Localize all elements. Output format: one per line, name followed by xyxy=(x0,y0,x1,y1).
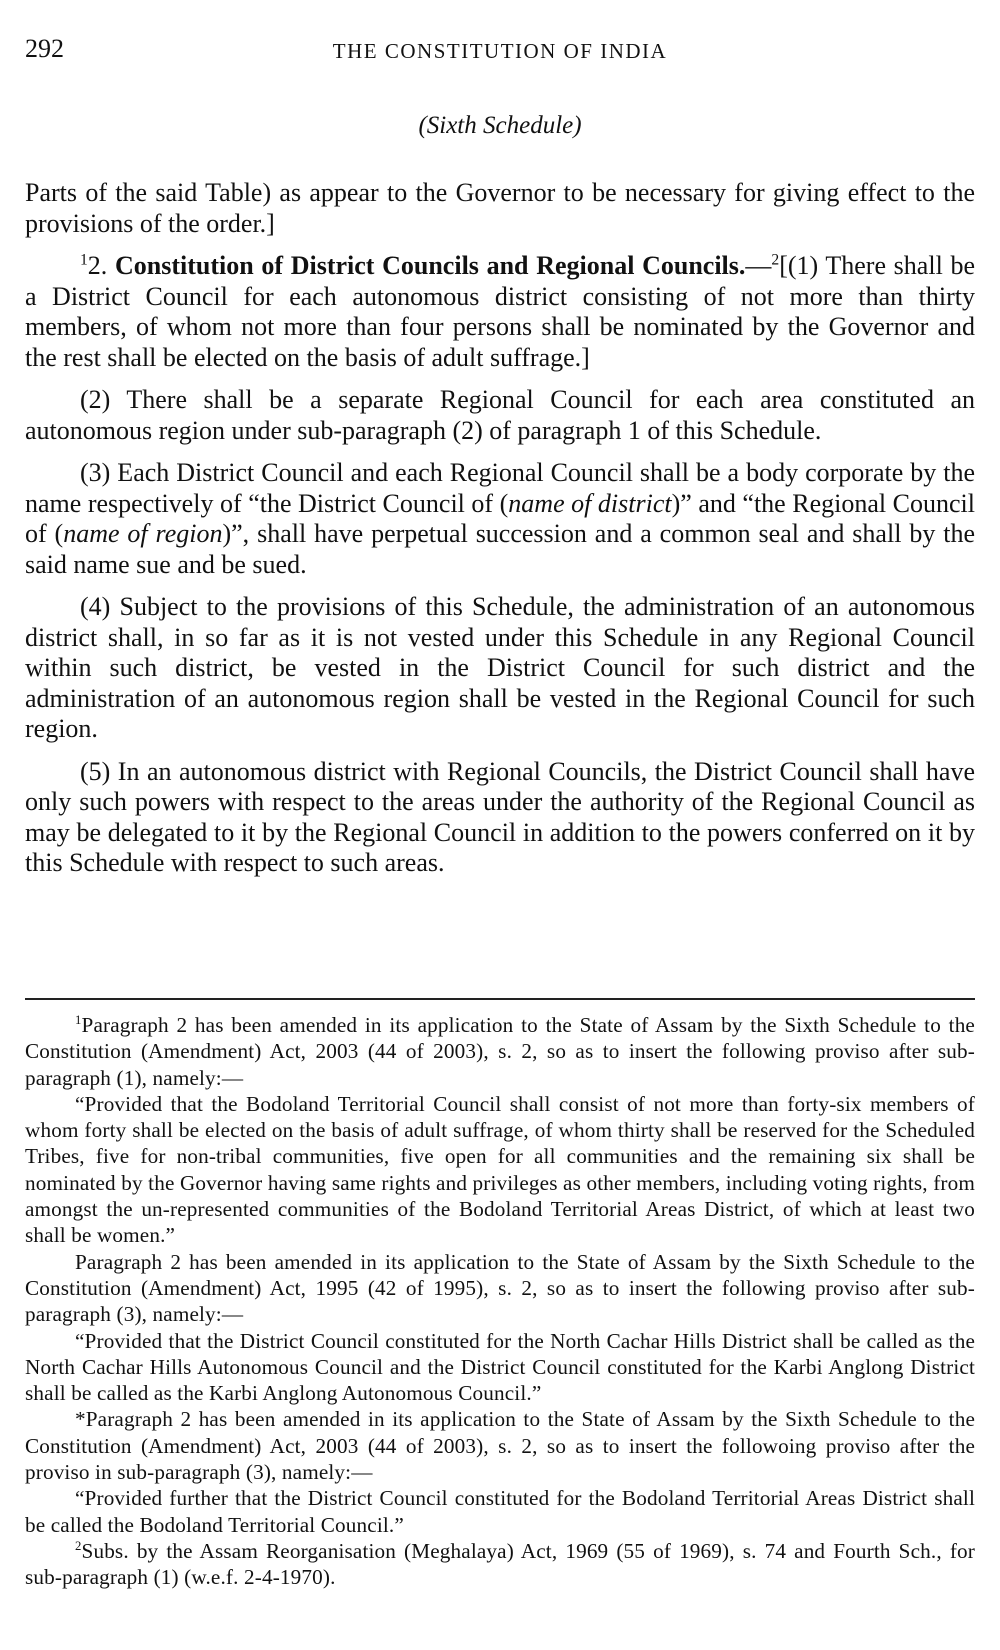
footnote-1-proviso: “Provided that the Bodoland Territorial Council shall consist of not more than forty-six members of whom forty shall be elected on the basis of adult suffrage, of whom thirty shall be reserved for the Scheduled Tribes, five for non-tribal communities, five open for all communities and the remaining six shall be nominated by the Governor having same rights and privileges as other members, including voting rights, from amongst the un-represented communities of the Bodoland Territorial Areas District, of which at least two shall be women.” xyxy=(25,1091,975,1248)
paragraph-2-2: (2) There shall be a separate Regional Council for each area constituted an autonomous region under sub-paragraph (2) of paragraph 1 of this Schedule. xyxy=(25,385,975,445)
footnote-marker: 2 xyxy=(75,1538,82,1553)
footnote-1-proviso-1995: “Provided that the District Council constituted for the North Cachar Hills District shall be called as the North Cachar Hills Autonomous Council and the District Council constituted for the Karbi Anglong District shall be called as the Karbi Anglong Autonomous Council.” xyxy=(25,1328,975,1406)
paragraph-2-4: (4) Subject to the provisions of this Schedule, the administration of an autonomous district shall, in so far as it is not vested under this Schedule in any Regional Council within such district, be vested in the District Council for such district and the administration of an autonomous region shall be vested in the Regional Council for such region. xyxy=(25,592,975,743)
footnote-text: Paragraph 2 has been amended in its application to the State of Assam by the Sixth Schedule to the Constitution (Amendment) Act, 2003 (44 of 2003), s. 2, so as to insert the following proviso after sub-paragraph (1), namely:— xyxy=(25,1013,975,1090)
paragraph-text: [(1) There shall be a District Council for each autonomous district consisting of not more than thirty members, of whom not more than four persons shall be nominated by the Governor and the rest shall be elected on the basis of adult suffrage.] xyxy=(25,251,976,372)
footnote-1-amendment-2003: *Paragraph 2 has been amended in its application to the State of Assam by the Sixth Schedule to the Constitution (Amendment) Act, 2003 (44 of 2003), s. 2, so as to insert the followoing proviso after the proviso in sub-paragraph (3), namely:— xyxy=(25,1407,975,1485)
body-text xyxy=(25,178,975,879)
footnote-2 xyxy=(25,1538,975,1591)
paragraph-2-1 xyxy=(25,251,975,373)
italic-term: name of district xyxy=(508,488,672,518)
running-title: THE CONSTITUTION OF INDIA xyxy=(332,39,668,63)
footnote-divider xyxy=(25,998,975,1000)
footnote-marker: 1 xyxy=(75,1012,82,1027)
paragraph-2-3 xyxy=(25,458,975,580)
footnote-text: Subs. by the Assam Reorganisation (Meghalaya) Act, 1969 (55 of 1969), s. 74 and Fourth Sch., for sub-paragraph (1) (w.e.f. 2-4-1970). xyxy=(25,1538,975,1590)
em-dash: — xyxy=(745,251,772,280)
footnote-ref-1: 1 xyxy=(80,251,88,269)
italic-term: name of region xyxy=(63,519,223,548)
page-number: 292 xyxy=(25,34,64,63)
footnotes xyxy=(25,1012,975,1591)
paragraph-heading: Constitution of District Councils and Regional Councils. xyxy=(114,251,746,280)
paragraph-2-5: (5) In an autonomous district with Regional Councils, the District Council shall have only such powers with respect to the areas under the authority of the Regional Council as may be delegated to it by the Regional Council in addition to the powers conferred on it by this Schedule with respect to such areas. xyxy=(25,756,975,877)
footnote-ref-2: 2 xyxy=(771,251,780,269)
running-header xyxy=(25,0,975,63)
footnote-1 xyxy=(25,1012,975,1091)
footnote-1-amendment-1995: Paragraph 2 has been amended in its application to the State of Assam by the Sixth Schedule to the Constitution (Amendment) Act, 1995 (42 of 1995), s. 2, so as to insert the following proviso after sub-paragraph (3), namely:— xyxy=(25,1249,975,1327)
paragraph-text: )” and “the Regional Council of ( xyxy=(25,488,975,548)
paragraph-number: 2. xyxy=(87,251,115,280)
document-page xyxy=(25,0,975,1650)
paragraph-continuation: Parts of the said Table) as appear to the Governor to be necessary for giving effect to the provisions of the order.] xyxy=(25,178,975,238)
footnote-1-proviso-2003: “Provided further that the District Council constituted for the Bodoland Territorial Areas District shall be called the Bodoland Territorial Council.” xyxy=(25,1486,975,1537)
section-heading: (Sixth Schedule) xyxy=(418,112,582,139)
paragraph-text: )”, shall have perpetual succession and a common seal and shall by the said name sue and be sued. xyxy=(25,519,975,579)
paragraph-text: (3) Each District Council and each Regional Council shall be a body corporate by the name respectively of “the District Council of ( xyxy=(25,458,975,518)
